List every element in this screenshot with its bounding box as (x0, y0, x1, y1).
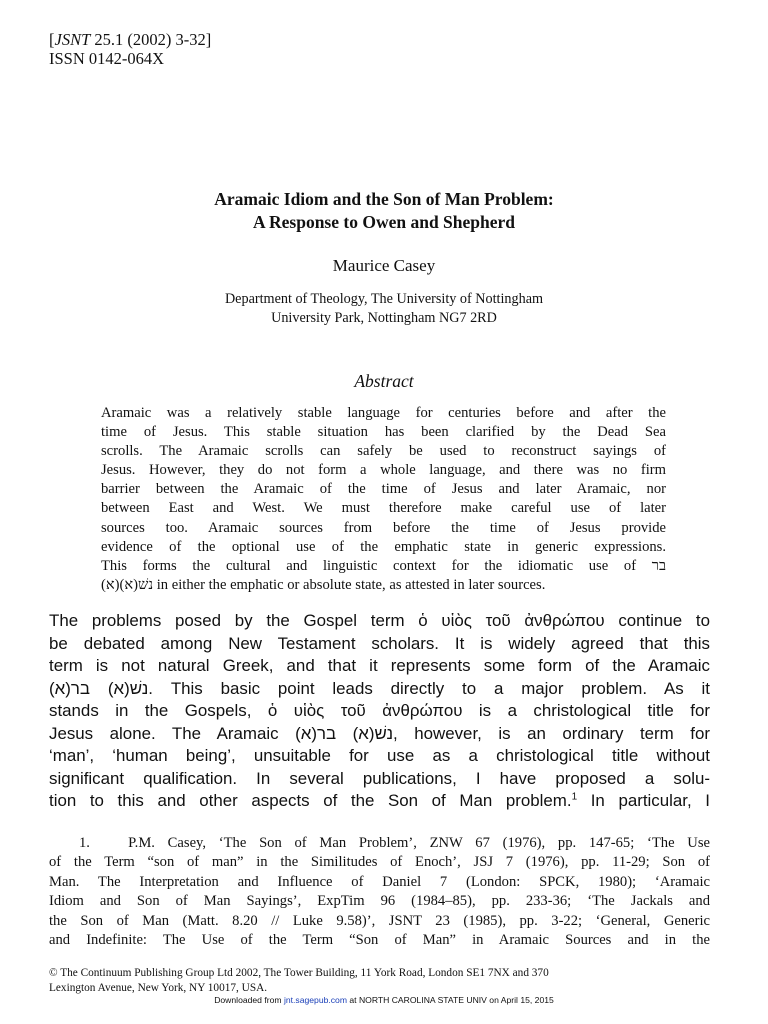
copyright-line-2: Lexington Avenue, New York, NY 10017, USA. (49, 981, 268, 994)
issn: ISSN 0142-064X (49, 49, 165, 68)
body-line-text: tion to this and other aspects of the Son of Man problem. (49, 791, 572, 810)
copyright-line-1: © The Continuum Publishing Group Ltd 2002, The Tower Building, 11 York Road, London SE1 7NX and 370 (49, 967, 549, 979)
copyright-notice (49, 966, 710, 995)
footnote-line: the Son of Man (Matt. 8.20 // Luke 9.58)’, JSNT 23 (1985), pp. 3-22; ‘General, Generic (49, 912, 710, 929)
abstract-line: time of Jesus. This stable situation has been clarified by the Dead Sea (101, 424, 666, 441)
footnote-text: P.M. Casey, ‘The Son of Man Problem’, ZNW 67 (1976), pp. 147-65; ‘The Use (128, 835, 710, 851)
title-line-2: A Response to Owen and Shepherd (252, 212, 516, 232)
abstract-line: barrier between the Aramaic of the time of Jesus and later Aramaic, nor (101, 481, 666, 498)
footnote-line: of the Term “son of man” in the Similitudes of Enoch’, JSJ 7 (1976), pp. 11-29; Son of (49, 854, 710, 871)
abstract-text (101, 404, 666, 595)
journal-header (49, 30, 211, 68)
journal-abbrev: JSNT (54, 30, 91, 49)
body-line-last (49, 790, 710, 813)
abstract-line: evidence of the optional use of the emphatic state in generic expressions. (101, 538, 666, 555)
affiliation-line-1: Department of Theology, The University of Nottingham (224, 291, 544, 307)
footnote-line: Man. The Interpretation and Influence of Daniel 7 (London: SPCK, 1980); ‘Aramaic (49, 873, 710, 890)
article-title (0, 188, 768, 234)
body-line: ‘man’, ‘human being’, unsuitable for use as a christological title without (49, 746, 710, 765)
volume-pages: 25.1 (2002) 3-32] (90, 30, 212, 49)
body-line: (א)נשׁ(א) בר. This basic point leads directly to a major problem. As it (49, 678, 710, 698)
author-affiliation (0, 290, 768, 328)
body-line: stands in the Gospels, ὁ υἱὸς τοῦ ἀνθρώπου is a christological title for (49, 701, 710, 720)
download-source-link[interactable]: jnt.sagepub.com (283, 995, 347, 1005)
footnote-line (49, 834, 710, 853)
footnote-marker[interactable]: 1 (571, 791, 578, 803)
author-name: Maurice Casey (332, 256, 436, 275)
footnote-number: 1. (79, 835, 90, 851)
footnote (49, 834, 710, 950)
footnote-line: and Indefinite: The Use of the Term “Son of Man” in Aramaic Sources and in the (49, 932, 710, 949)
download-prefix: Downloaded from (214, 995, 284, 1005)
download-suffix: at NORTH CAROLINA STATE UNIV on April 15, 2015 (347, 995, 554, 1005)
abstract-line: between East and West. We must therefore make careful use of later (101, 500, 666, 517)
body-line: term is not natural Greek, and that it represents some form of the Aramaic (49, 656, 710, 675)
affiliation-line-2: University Park, Nottingham NG7 2RD (271, 310, 497, 326)
abstract-line: (א)נשׁ(א) in either the emphatic or absolute state, as attested in later sources. (101, 576, 546, 593)
body-line-tail: In particular, I (577, 791, 710, 810)
abstract-line: Aramaic was a relatively stable language for centuries before and after the (101, 405, 666, 421)
abstract-line: This forms the cultural and linguistic context for the idiomatic use of בר (101, 557, 666, 574)
body-line: be debated among New Testament scholars. It is widely agreed that this (49, 633, 710, 653)
abstract-line: scrolls. The Aramaic scrolls can safely be used to reconstruct sayings of (101, 443, 666, 460)
footnote-line: Idiom and Son of Man Sayings’, ExpTim 96 (1984–85), pp. 233-36; ‘The Jackals and (49, 893, 710, 910)
open-bracket: [ (49, 30, 55, 49)
body-line: The problems posed by the Gospel term ὁ υἱὸς τοῦ ἀνθρώπου continue to (49, 611, 710, 630)
body-line: Jesus alone. The Aramaic (א)נשׁ(א) בר, however, is an ordinary term for (49, 723, 710, 743)
download-notice (0, 995, 768, 1005)
body-line: significant qualification. In several publications, I have proposed a solu- (49, 768, 710, 788)
title-line-1: Aramaic Idiom and the Son of Man Problem: (214, 189, 554, 209)
abstract-heading: Abstract (354, 371, 414, 391)
abstract-line: Jesus. However, they do not form a whole language, and there was no firm (101, 462, 666, 479)
journal-citation (49, 30, 211, 49)
body-paragraph (49, 610, 710, 813)
abstract-line: sources too. Aramaic sources from before the time of Jesus provide (101, 519, 666, 536)
